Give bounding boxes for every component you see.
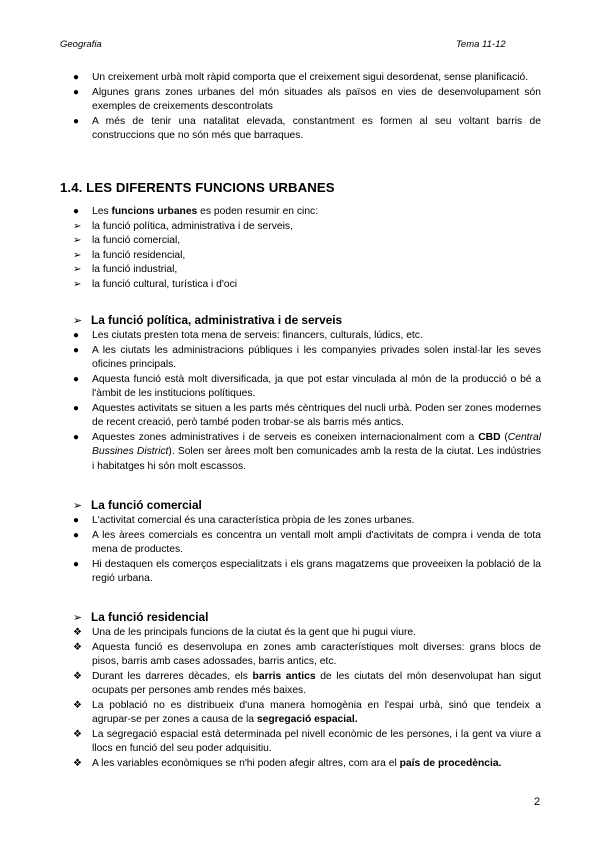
political-bullet-list [73, 329, 541, 474]
list-item: ● A les àrees comercials es concentra un ventall molt ampli d'activitats de compra i venda de tota mena de productes. [73, 529, 541, 555]
list-item: ➢ la funció comercial, [73, 235, 181, 246]
list-item: ❖ A les variables econòmiques se n'hi poden afegir altres, com ara el país de procedència. [73, 757, 502, 769]
commercial-heading: ➢ La funció comercial [73, 498, 202, 512]
list-item: ➢ la funció política, administrativa i de serveis, [73, 220, 293, 232]
residential-bullet-list [73, 626, 541, 771]
list-item: ● Un creixement urbà molt ràpid comporta que el creixement sigui desordenat, sense planificació. [73, 72, 529, 83]
list-item: ● L'activitat comercial és una característica pròpia de les zones urbanes. [73, 515, 415, 526]
list-item: ● Hi destaquen els comerços especialitzats i els grans magatzems que proveeixen la població de la regió urbana. [73, 558, 541, 584]
residential-heading: ➢ La funció residencial [73, 610, 209, 624]
arrow-icon: ➢ [73, 612, 83, 624]
list-item: ❖ Una de les principals funcions de la ciutat és la gent que hi pugui viure. [73, 627, 416, 638]
list-item: ● Les funcions urbanes es poden resumir en cinc: [73, 206, 319, 217]
header-subject: Geografia [60, 39, 102, 50]
list-item: ❖ La població no es distribueix d'una manera homogènia en l'espai urbà, sinó que tendeix a agrupar-se per zones a causa de la segregació espacial. [73, 699, 541, 725]
list-item: ➢ la funció residencial, [73, 249, 186, 261]
list-item: ● Les ciutats presten tota mena de serveis: financers, culturals, lúdics, etc. [73, 330, 423, 341]
arrow-icon: ➢ [73, 500, 83, 512]
functions-list [73, 205, 541, 292]
list-item: ● A més de tenir una natalitat elevada, constantment es formen al seu voltant barris de construccions que no són més que barraques. [73, 115, 541, 141]
list-item: ● Aquestes activitats se situen a les parts més cèntriques del nucli urbà. Poden ser zones modernes de recent creació, però també poden trobar-se als barris més antics. [73, 402, 541, 428]
list-item: ➢ la funció industrial, [73, 264, 178, 275]
list-item: ● Algunes grans zones urbanes del món situades als països en vies de desenvolupament són exemples de creixements descontrolats [73, 86, 541, 112]
list-item: ● Aquestes zones administratives i de serveis es coneixen internacionalment com a CBD (Central Bussines District). Solen ser àrees molt ben comunicades amb la resta de la ciutat. Les indústries i habitatges hi són molt escassos. [73, 431, 541, 472]
list-item: ❖ Aquesta funció es desenvolupa en zones amb característiques molt diverses: grans blocs de pisos, barris amb cases adossades, barris antics, etc. [73, 641, 541, 667]
section-title: 1.4. LES DIFERENTS FUNCIONS URBANES [60, 180, 335, 195]
list-item: ❖ Durant les darreres dècades, els barris antics de les ciutats del món desenvolupat han sigut ocupats per persones amb rendes més baixes. [73, 670, 541, 696]
list-item: ➢ la funció cultural, turística i d'oci [73, 278, 238, 290]
intro-bullet-list [73, 71, 541, 144]
header-topic: Tema 11-12 [456, 39, 506, 50]
commercial-bullet-list [73, 514, 541, 587]
page-number: 2 [534, 796, 541, 808]
list-item: ● A les ciutats les administracions públiques i les companyies privades solen instal·lar les seves oficines principals. [73, 344, 541, 370]
political-heading: ➢ La funció política, administrativa i de serveis [73, 313, 343, 327]
arrow-icon: ➢ [73, 315, 83, 327]
list-item: ● Aquesta funció està molt diversificada, ja que pot estar vinculada al món de la producció o bé a l'àmbit de les institucions polítiques. [73, 373, 541, 399]
list-item: ❖ La segregació espacial està determinada pel nivell econòmic de les persones, i la gent va viure a llocs en funció del seu poder adquisitiu. [73, 728, 541, 754]
